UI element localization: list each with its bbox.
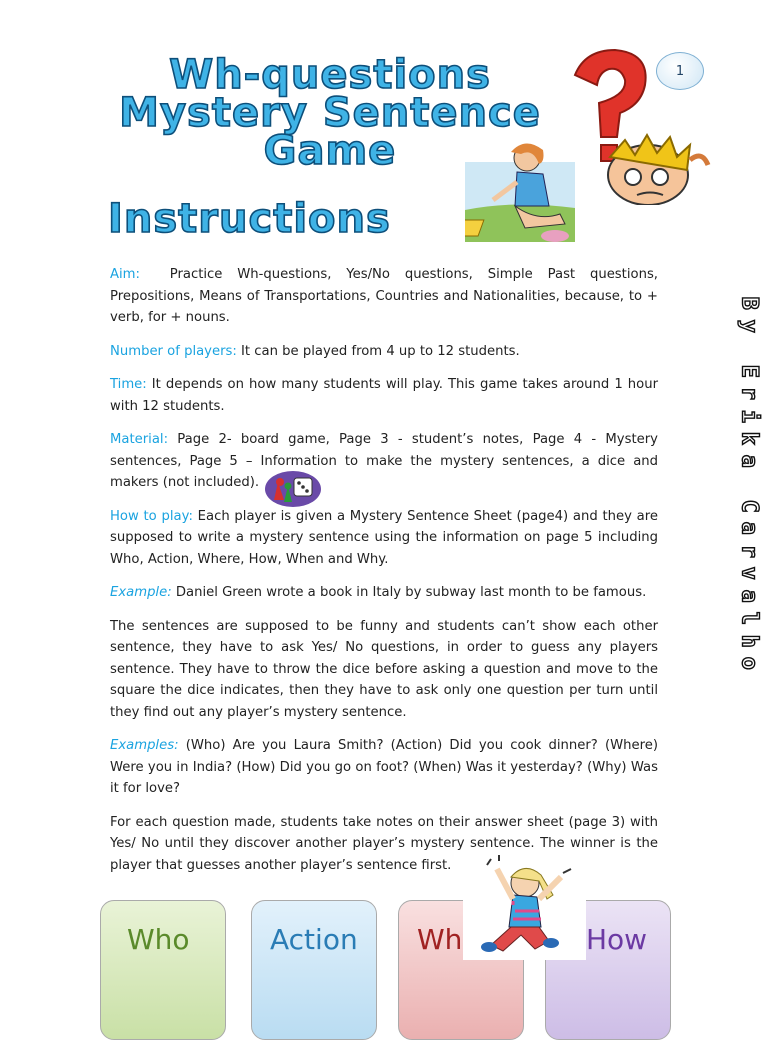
instructions-body	[110, 264, 658, 888]
players-label: Number of players:	[110, 343, 237, 359]
author-char: a	[736, 521, 762, 535]
author-char: a	[736, 454, 762, 468]
author-char: k	[736, 431, 762, 445]
author-char: E	[736, 364, 762, 378]
cheering-kid-clipart	[463, 855, 586, 960]
notes-paragraph: For each question made, students take notes on their answer sheet (page 3) with Yes/ No until they discover another player’s mystery sentence. The winner is the player that guesses another player’s sentence first.	[110, 814, 658, 873]
examples-label: Examples:	[110, 738, 179, 753]
aim-label: Aim:	[110, 267, 140, 282]
author-char: i	[736, 409, 762, 423]
example-paragraph	[110, 582, 658, 604]
author-char: B	[736, 296, 762, 310]
author-char: r	[736, 544, 762, 558]
aim-text: Practice Wh-questions, Yes/No questions, Simple Past questions, Prepositions, Means of Transportations, Countries and Nationalities, because, to + verb, for + nouns.	[110, 267, 659, 325]
author-char: r	[736, 386, 762, 400]
example-text: Daniel Green wrote a book in Italy by subway last month to be famous.	[175, 585, 647, 600]
title-line-3: Game	[263, 128, 397, 174]
time-text: It depends on how many students will play. This game takes around 1 hour with 12 students.	[110, 377, 658, 414]
author-char: l	[736, 611, 762, 625]
card-who-label: Who	[127, 923, 190, 956]
howto-label: How to play:	[110, 508, 193, 524]
material-text: Page 2- board game, Page 3 - student’s notes, Page 4 - Mystery sentences, Page 5 – Information to make the mystery sentences, a dice and makers (not included).	[110, 432, 658, 490]
examples-text: (Who) Are you Laura Smith? (Action) Did you cook dinner? (Where) Were you in India? (How) Did you go on foot? (When) Was it yesterday? (Why) Was it for love?	[110, 738, 658, 796]
howto-paragraph	[110, 506, 658, 571]
author-char: h	[736, 634, 762, 648]
card-action-label: Action	[270, 923, 358, 956]
card-action	[251, 900, 377, 1040]
author-char: v	[736, 566, 762, 580]
dice-clipart	[264, 470, 322, 508]
aim-paragraph	[110, 264, 658, 329]
card-where-label: Wh	[417, 923, 463, 956]
time-paragraph	[110, 374, 658, 417]
example-label: Example:	[110, 585, 172, 600]
page-number: 1	[675, 63, 685, 79]
section-title: Instructions	[108, 196, 391, 242]
title-line-1: Wh-questions	[169, 52, 491, 98]
rules-paragraph: The sentences are supposed to be funny and students can’t show each other sentence, they have to ask Yes/ No questions, in order to guess any players sentence. They have to throw the dice before asking a question and move to the square the dice indicates, then they have to ask only one question per turn until they find out any player’s mystery sentence.	[110, 618, 658, 720]
author-vertical	[733, 292, 763, 675]
material-paragraph	[110, 429, 658, 494]
time-label: Time:	[110, 377, 147, 392]
material-label: Material:	[110, 432, 169, 447]
card-who	[100, 900, 226, 1040]
card-how-label: How	[586, 923, 648, 956]
players-paragraph	[110, 341, 658, 363]
author-char: o	[736, 656, 762, 670]
board-game-girl-clipart	[465, 140, 575, 255]
players-text: It can be played from 4 up to 12 students.	[241, 343, 520, 359]
question-mark-clipart	[565, 45, 715, 205]
examples-paragraph	[110, 735, 658, 800]
author-char: C	[736, 499, 762, 513]
howto-text: Each player is given a Mystery Sentence Sheet (page4) and they are supposed to write a mystery sentence using the information on page 5 including Who, Action, Where, How, When and Why.	[110, 508, 658, 567]
author-char: y	[736, 319, 762, 333]
author-char: a	[736, 589, 762, 603]
title-line-2: Mystery Sentence	[119, 90, 541, 136]
